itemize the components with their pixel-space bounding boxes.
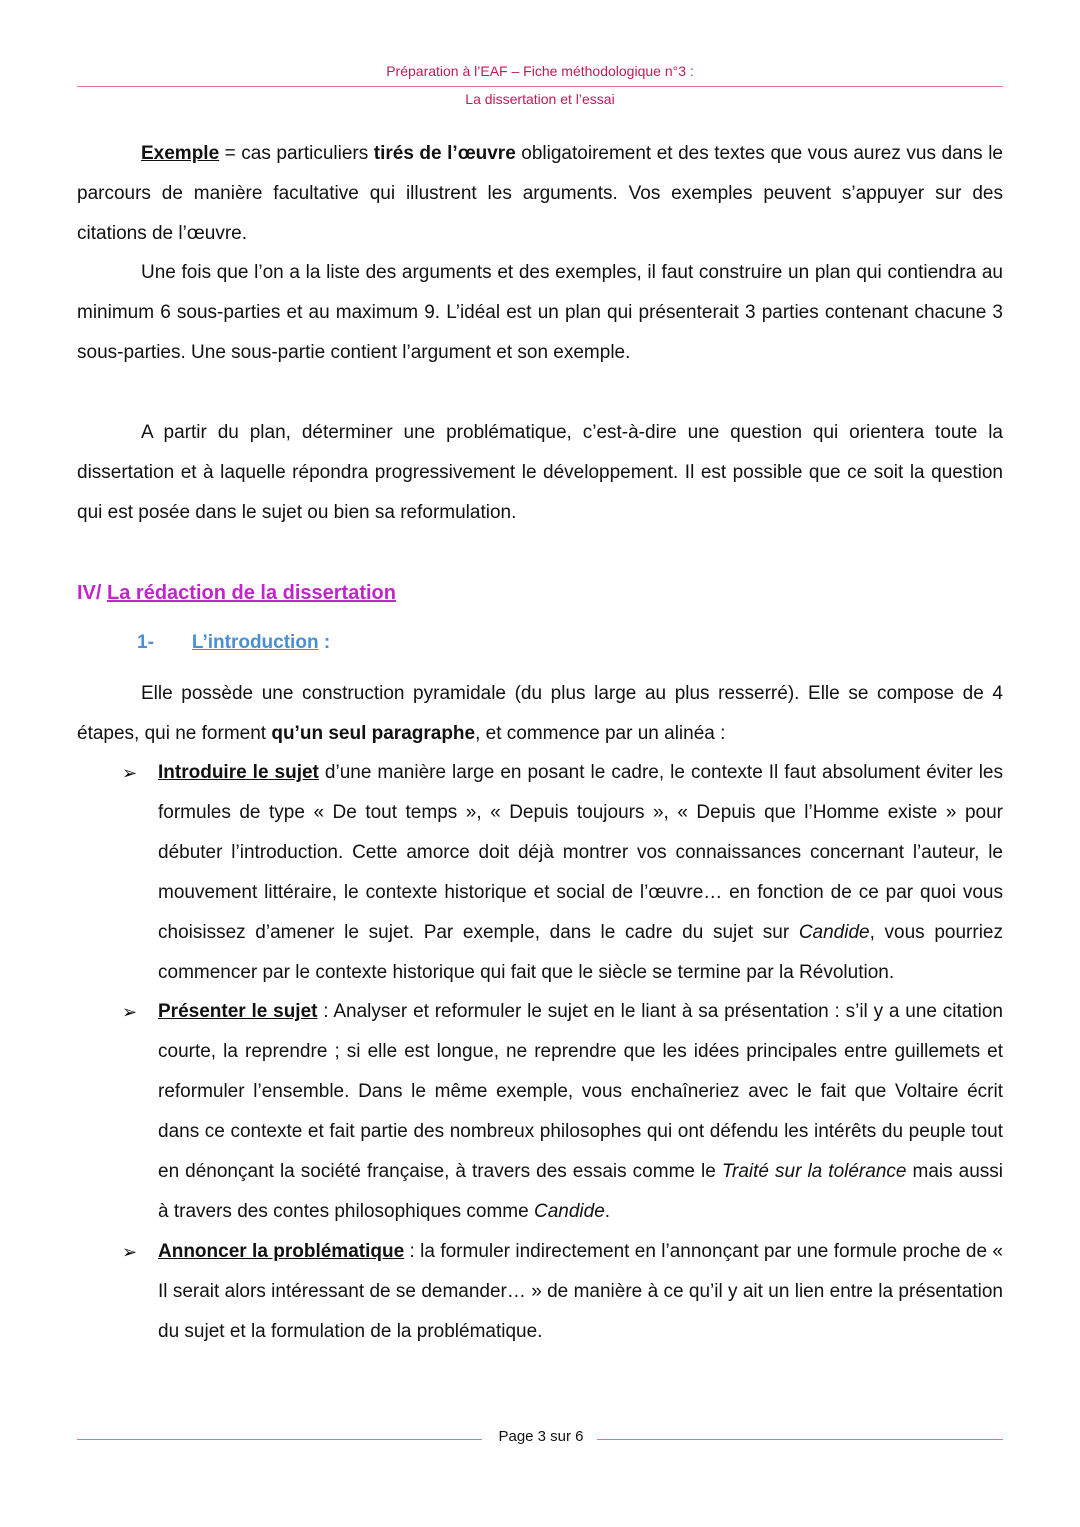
list-item-text	[158, 1232, 1003, 1352]
bold-text: tirés de l’œuvre	[373, 143, 516, 164]
list-item-heading: Annoncer la problématique	[158, 1241, 405, 1262]
paragraph-plan: Une fois que l’on a la liste des arguments et des exemples, il faut construire un plan qui contiendra au minimum 6 sous-parties et au maximum 9. L’idéal est un plan qui présenterait 3 parties contenant chacune 3 sous-parties. Une sous-partie contient l’argument et son exemple.	[77, 262, 1003, 363]
section-number: IV/	[77, 582, 102, 604]
page-number: Page 3 sur 6	[498, 1428, 584, 1445]
paragraph-exemple	[77, 134, 1003, 254]
list-item-heading: Introduire le sujet	[158, 762, 319, 783]
term-exemple: Exemple	[141, 143, 220, 164]
arrow-bullet-icon: ➢	[122, 1242, 138, 1262]
list-item	[122, 753, 1003, 993]
text: obligatoirement et des textes que vous aurez vus dans le parcours de manière facultative qui illustrent les arguments. Vos exemples peuvent s’appuyer sur des citations de l’œuvre.	[77, 143, 1003, 244]
paragraph-problematique: A partir du plan, déterminer une problématique, c’est-à-dire une question qui orientera toute la dissertation et à laquelle répondra progressivement le développement. Il est possible que ce soit la question qui est posée dans le sujet ou bien sa reformulation.	[77, 422, 1003, 523]
paragraph-introduction	[77, 674, 1003, 754]
section-title: La rédaction de la dissertation	[107, 582, 396, 604]
arrow-bullet-icon: ➢	[122, 763, 138, 783]
text: d’une manière large en posant le cadre, le contexte Il faut absolument éviter les formules de type « De tout temps », « Depuis toujours », « Depuis que l’Homme existe » pour débuter l’introduction. Cette amorce doit déjà montrer vos connaissances concernant l’auteur, le mouvement littéraire, le contexte historique et social de l’œuvre… en fonction de ce par quoi vous choisissez d’amener le sujet. Par exemple, dans le cadre du sujet sur	[158, 762, 1003, 943]
list-item	[122, 992, 1003, 1232]
list-item	[122, 1232, 1003, 1352]
header-divider	[77, 86, 1003, 87]
subsection-colon: :	[318, 632, 331, 653]
text: , vous pourriez commencer par le contexte historique qui fait que le siècle se termine par la Révolution.	[158, 922, 1003, 983]
section-heading	[77, 576, 396, 610]
header-subtitle: La dissertation et l’essai	[465, 91, 615, 107]
text: .	[604, 1201, 611, 1222]
text: = cas particuliers	[219, 143, 374, 164]
text: : la formuler indirectement en l’annonçant par une formule proche de « Il serait alors intéressant de se demander… » de manière à ce qu’il y ait un lien entre la présentation du sujet et la formulation de la problématique.	[158, 1241, 1003, 1342]
bold-text: qu’un seul paragraphe	[271, 723, 476, 744]
header-title: Préparation à l’EAF – Fiche méthodologique n°3 :	[386, 63, 694, 79]
text: Elle possède une construction pyramidale (du plus large au plus resserré). Elle se compose de 4 étapes, qui ne forment	[77, 683, 1003, 744]
subsection-number: 1-	[137, 632, 154, 653]
italic-text: Candide	[798, 922, 870, 943]
footer-divider-right	[597, 1439, 1003, 1440]
list-item-heading: Présenter le sujet	[158, 1001, 318, 1022]
subsection-heading	[137, 627, 330, 659]
list-item-text	[158, 992, 1003, 1232]
arrow-bullet-icon: ➢	[122, 1002, 138, 1022]
text: , et commence par un alinéa :	[475, 723, 726, 744]
text: mais aussi à travers des contes philosophiques comme	[158, 1161, 1003, 1222]
italic-text: Traité sur la tolérance	[721, 1161, 907, 1182]
text: : Analyser et reformuler le sujet en le liant à sa présentation : s’il y a une citation courte, la reprendre ; si elle est longue, ne reprendre que les idées principales entre guillemets et reformuler l’ensemble. Dans le même exemple, vous enchaîneriez avec le fait que Voltaire écrit dans ce contexte et fait partie des nombreux philosophes qui ont défendu les intérêts du peuple tout en dénonçant la société française, à travers des essais comme le	[158, 1001, 1003, 1182]
footer-divider-left	[77, 1439, 482, 1440]
italic-text: Candide	[533, 1201, 605, 1222]
subsection-title: L’introduction	[191, 632, 319, 653]
list-item-text	[158, 753, 1003, 993]
